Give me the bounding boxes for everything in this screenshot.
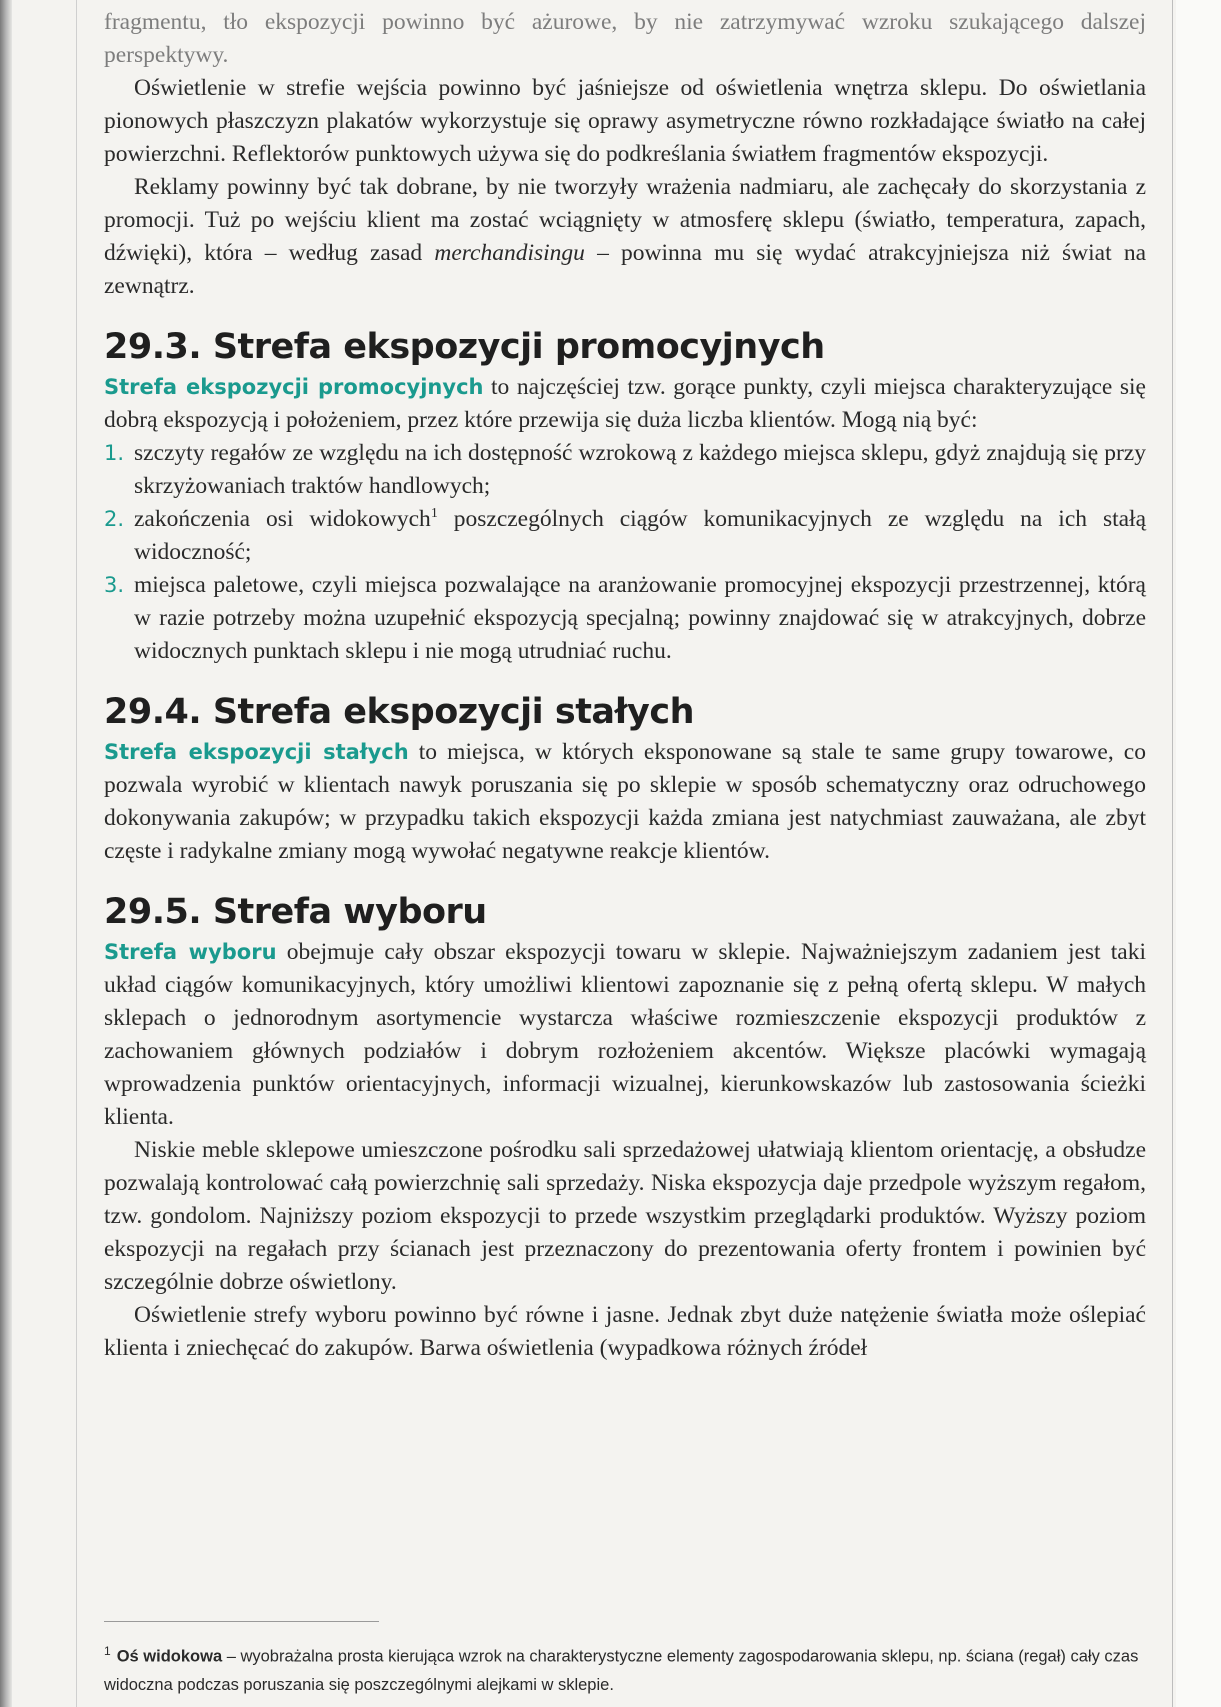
intro-paragraph-3-b: – powinna mu się wydać atrakcyjniejsza niż świat na zewnątrz. xyxy=(104,240,1146,299)
section-29-5-paragraph-2: Niskie meble sklepowe umieszczone pośrodku sali sprzedażowej ułatwiają klientom orientację, a obsłudze pozwalają kontrolować całą powierzchnię sali sprzedaży. Niska ekspozycja daje przedpole wyższym regałom, tzw. gondolom. Najniższy poziom ekspozycji to przede wszystkim przeglądarki produktów. Wyższy poziom ekspozycji na regałach przy ścianach jest przeznaczony do prezentowania oferty frontem i powinien być szczególnie dobrze oświetlony. xyxy=(104,1137,1146,1295)
section-heading-29-4: 29.4. Strefa ekspozycji stałych xyxy=(104,692,695,732)
promo-zone-list xyxy=(104,437,1146,668)
term-strefa-wyboru: Strefa wyboru xyxy=(104,940,277,964)
list-item-text: miejsca paletowe, czyli miejsca pozwalające na aranżowanie promocyjnej ekspozycji przestrzennej, którą w razie potrzeby można uzupełnić ekspozycją specjalną; powinny znajdować się w atrakcyjnych, dobrze widocznych punktach sklepu i nie mogą utrudniać ruchu. xyxy=(134,572,1146,664)
intro-paragraph-3-italic: merchandisingu xyxy=(434,240,585,266)
list-item-number: 1. xyxy=(104,441,125,465)
page-margin-line-right xyxy=(1172,0,1173,1707)
section-29-5-text: obejmuje cały obszar ekspozycji towaru w sklepie. Najważniejszym zadaniem jest taki układ ciągów komunikacyjnych, który umożliwi klientowi zapoznanie się z pełną ofertą sklepu. W małych sklepach o jednorodnym asortymencie wystarcza właściwe rozmieszczenie ekspozycji produktów z zachowaniem głównych podziałów i dobrym rozłożeniem akcentów. Większe placówki wymagają wprowadzenia punktów orientacyjnych, informacji wizualnej, kierunkowskazów lub zastosowania ścieżki klienta. xyxy=(104,939,1146,1130)
section-29-3-text: to najczęściej tzw. gorące punkty, czyli miejsca charakteryzujące się dobrą ekspozycją i położeniem, przez które przewija się duża liczba klientów. Mogą nią być: xyxy=(104,374,1146,433)
intro-paragraph-3-a: Reklamy powinny być tak dobrane, by nie tworzyły wrażenia nadmiaru, ale zachęcały do skorzystania z promocji. Tuż po wejściu klient ma zostać wciągnięty w atmosferę sklepu (światło, temperatura, zapach, dźwięki), która – według zasad xyxy=(104,174,1146,266)
section-29-5-paragraph-3: Oświetlenie strefy wyboru powinno być równe i jasne. Jednak zbyt duże natężenie światła może oślepiać klienta i zniechęcać do zakupów. Barwa oświetlenia (wypadkowa różnych źródeł xyxy=(104,1302,1146,1361)
footnote-reference[interactable]: 1 xyxy=(430,506,438,522)
footnote-divider xyxy=(104,1621,379,1622)
section-29-4-text: to miejsca, w których eksponowane są stale te same grupy towarowe, co pozwala wyrobić w klientach nawyk poruszania się po sklepie w sposób schematyczny oraz odruchowego dokonywania zakupów; w przypadku takich ekspozycji każda zmiana jest natychmiast zauważana, ale zbyt częste i radykalne zmiany mogą wywołać negatywne reakcje klientów. xyxy=(104,739,1146,864)
scan-edge-left xyxy=(0,0,12,1707)
list-item xyxy=(104,437,1146,503)
footnote-mark: 1 xyxy=(104,1644,111,1658)
page-body xyxy=(104,6,1146,1365)
list-item-number: 3. xyxy=(104,573,125,597)
page-margin-line-left xyxy=(76,0,77,1707)
list-item-text-b: poszczególnych ciągów komunikacyjnych ze względu na ich stałą widoczność; xyxy=(134,506,1147,565)
section-heading-29-5: 29.5. Strefa wyboru xyxy=(104,892,487,932)
footnote xyxy=(104,1637,1144,1699)
section-heading-29-3: 29.3. Strefa ekspozycji promocyjnych xyxy=(104,327,825,367)
section-29-3-paragraph xyxy=(104,371,1146,437)
section-29-4-paragraph xyxy=(104,736,1146,868)
footnote-term: Oś widokowa xyxy=(116,1647,223,1666)
list-item-text: szczyty regałów ze względu na ich dostępność wzrokową z każdego miejsca sklepu, gdyż znajdują się przy skrzyżowaniach traktów handlowych; xyxy=(134,440,1146,499)
scan-edge-right xyxy=(1176,0,1221,1707)
list-item-text-a: zakończenia osi widokowych xyxy=(134,506,431,532)
term-strefa-ekspozycji-stalych: Strefa ekspozycji stałych xyxy=(104,740,409,764)
intro-paragraph-1: fragmentu, tło ekspozycji powinno być ażurowe, by nie zatrzymywać wzroku szukającego dalszej perspektywy. xyxy=(104,9,1146,68)
footnote-text: – wyobrażalna prosta kierująca wzrok na charakterystyczne elementy zagospodarowania sklepu, np. ściana (regał) cały czas widoczna podczas poruszania się poszczególnymi alejkami w sklepie. xyxy=(104,1647,1139,1694)
list-item xyxy=(104,569,1146,668)
term-strefa-ekspozycji-promocyjnych: Strefa ekspozycji promocyjnych xyxy=(104,375,484,399)
list-item xyxy=(104,503,1146,569)
intro-paragraph-3 xyxy=(104,171,1146,303)
section-29-5-paragraph-1 xyxy=(104,936,1146,1134)
list-item-number: 2. xyxy=(104,507,125,531)
intro-paragraph-2: Oświetlenie w strefie wejścia powinno być jaśniejsze od oświetlenia wnętrza sklepu. Do oświetlania pionowych płaszczyzn plakatów wykorzystuje się oprawy asymetryczne równo rozkładające światło na całej powierzchni. Reflektorów punktowych używa się do podkreślania światłem fragmentów ekspozycji. xyxy=(104,75,1146,167)
